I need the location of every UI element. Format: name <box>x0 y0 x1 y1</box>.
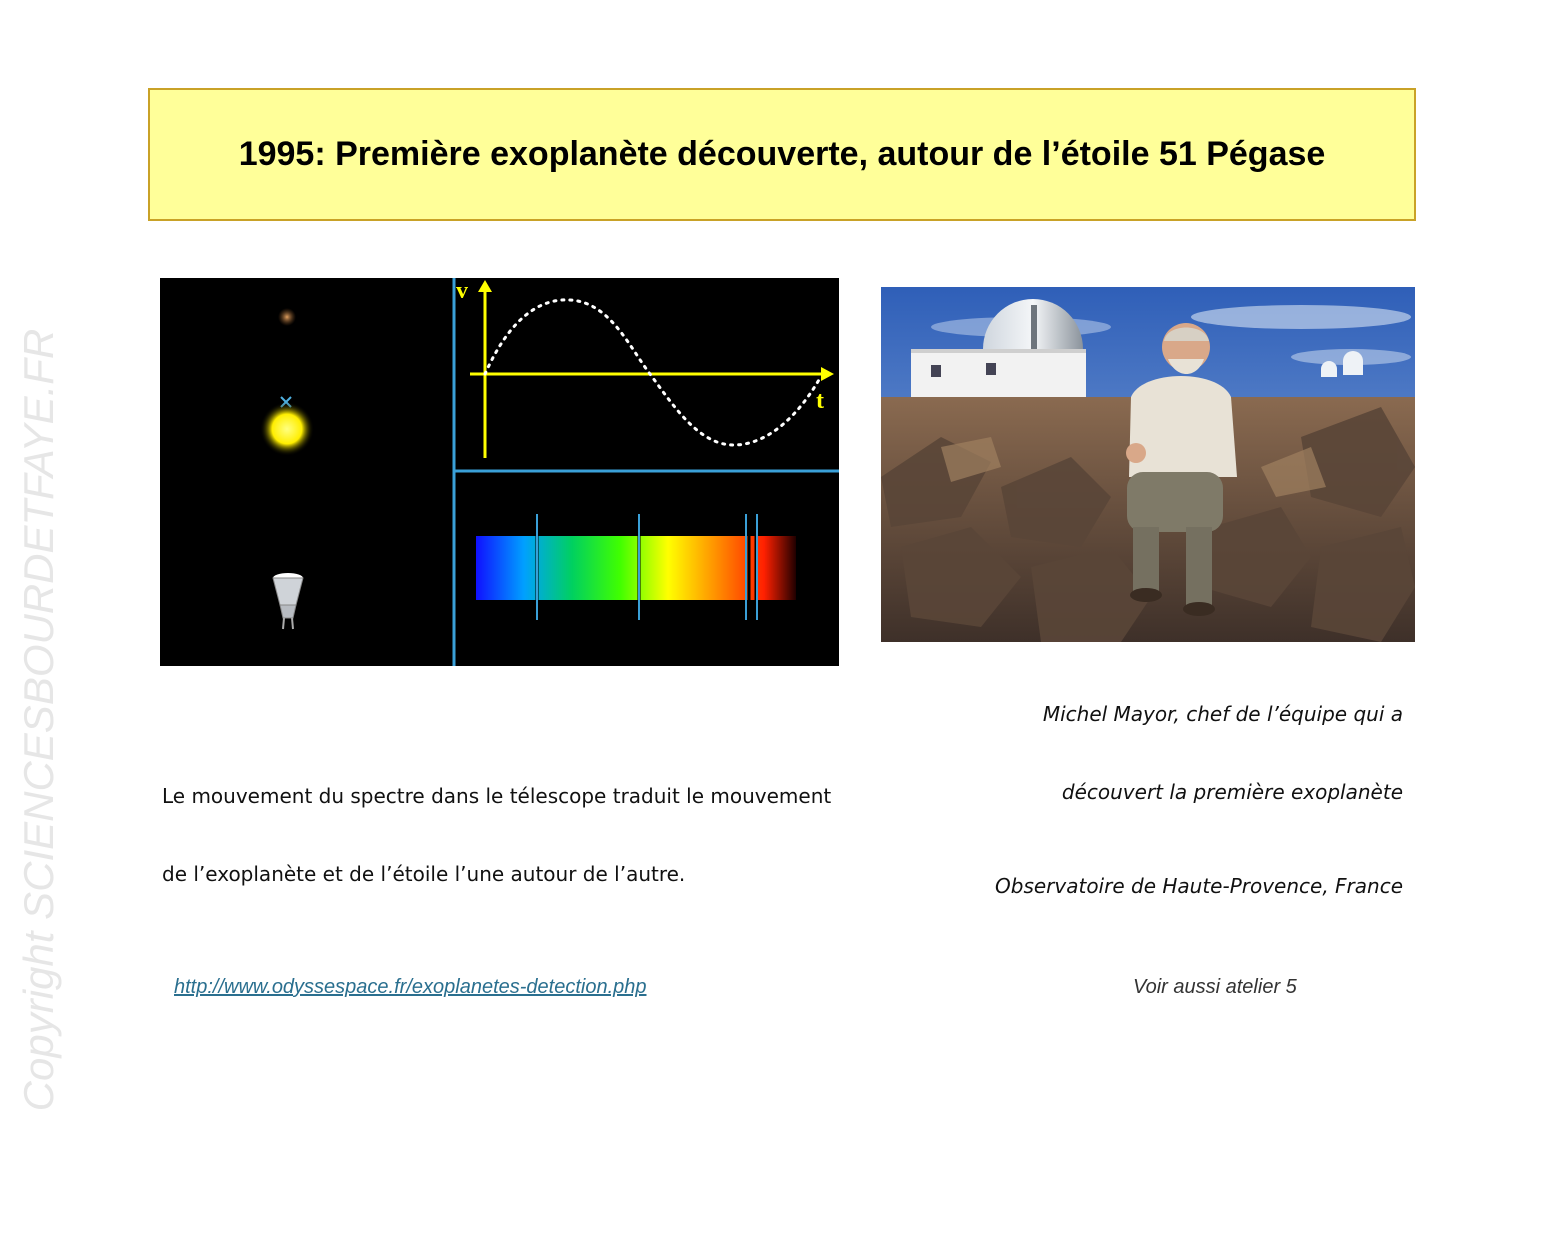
photo-caption-line-3: Observatoire de Haute-Provence, France <box>995 874 1403 898</box>
page-title: 1995: Première exoplanète découverte, autour de l’étoile 51 Pégase <box>238 135 1326 173</box>
see-also-note: Voir aussi atelier 5 <box>1133 976 1297 998</box>
velocity-axes <box>470 280 834 458</box>
observatory-photo <box>881 287 1415 642</box>
velocity-curve <box>485 300 820 445</box>
spectrum-caption-line-1: Le mouvement du spectre dans le télescope traduit le mouvement <box>162 784 832 808</box>
title-box <box>148 88 1416 221</box>
photo-caption-line-1: Michel Mayor, chef de l’équipe qui a <box>1042 702 1403 726</box>
spectrum-caption-line-2: de l’exoplanète et de l’étoile l’une autour de l’autre. <box>162 862 686 886</box>
odyssespace-link[interactable]: http://www.odyssespace.fr/exoplanetes-detection.php <box>174 976 647 998</box>
photo-caption-line-2: découvert la première exoplanète <box>1061 780 1403 804</box>
v-axis-label: v <box>456 278 468 304</box>
spectrum-caption <box>162 757 922 913</box>
star-icon <box>260 402 314 456</box>
radial-velocity-diagram <box>160 278 839 666</box>
t-axis-label: t <box>816 388 824 414</box>
planet-icon <box>278 308 296 326</box>
telescope-icon <box>273 573 303 629</box>
copyright-watermark: Copyright SCIENCESBOURDETFAYE.FR <box>15 328 62 1112</box>
